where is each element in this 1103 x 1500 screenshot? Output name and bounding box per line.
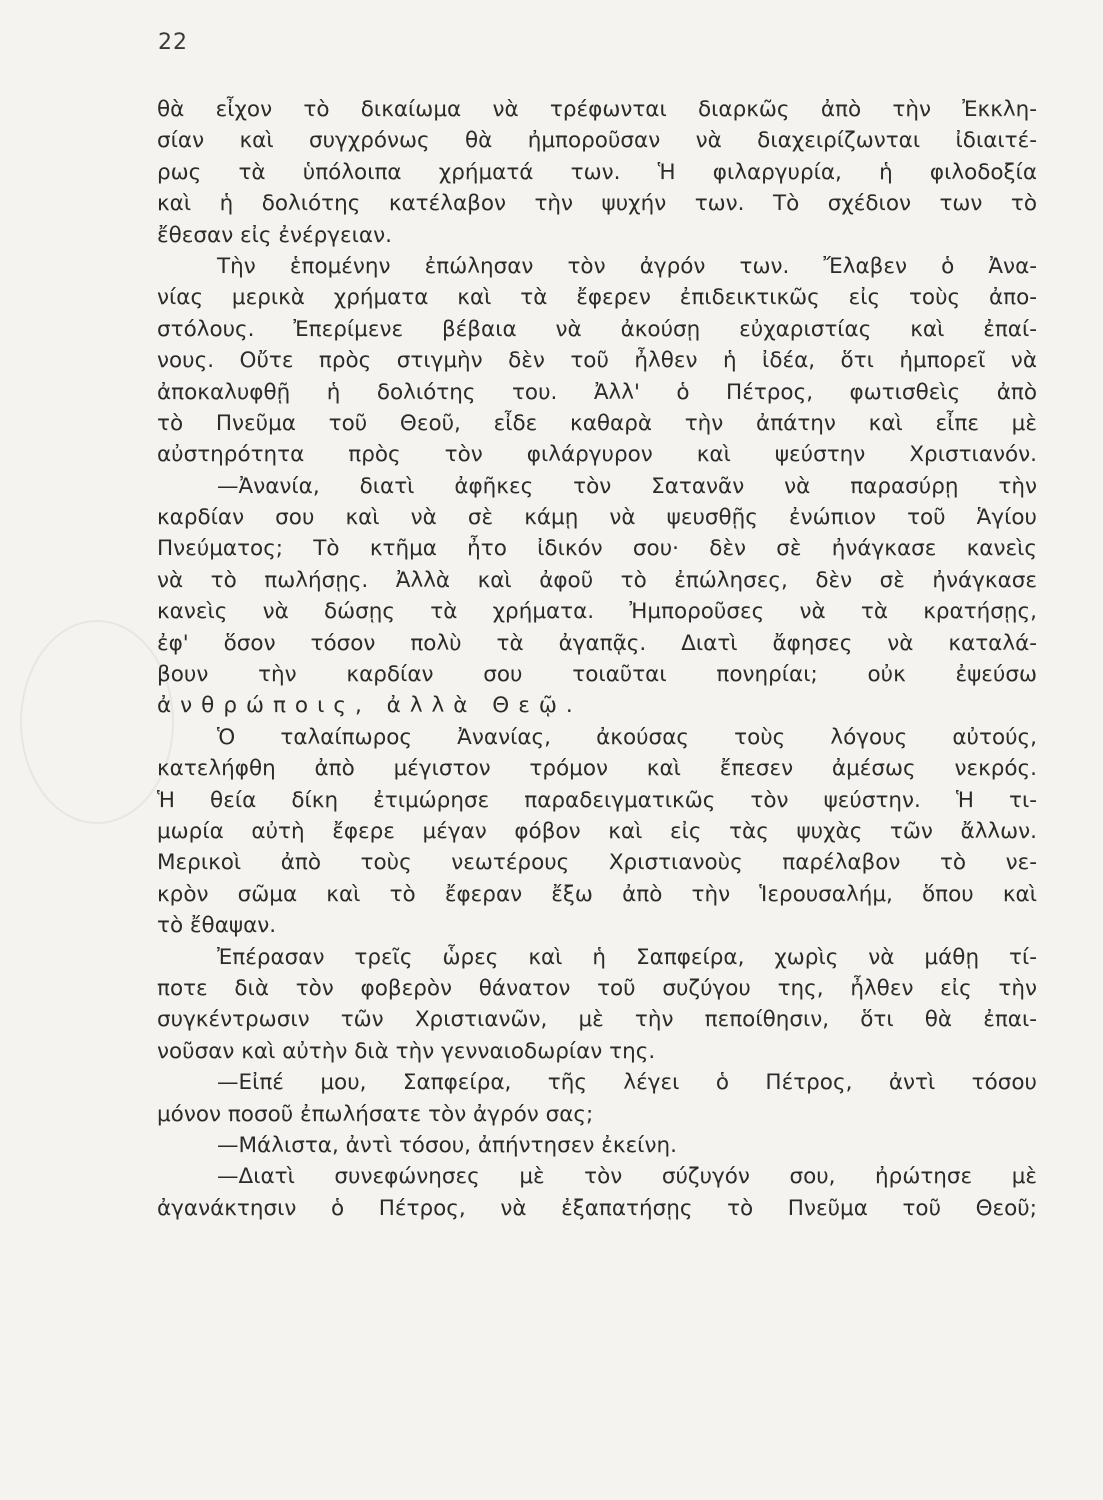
text-line: ἐφ' ὅσον τόσον πολὺ τὰ ἀγαπᾷς. Διατὶ ἄφησες νὰ καταλά- bbox=[157, 630, 1037, 656]
stamp-bleed-through bbox=[20, 620, 174, 824]
text-line: Ἡ θεία δίκη ἐτιμώρησε παραδειγματικῶς τὸν ψεύστην. Ἡ τι- bbox=[157, 787, 1037, 813]
text-line: τὸ Πνεῦμα τοῦ Θεοῦ, εἶδε καθαρὰ τὴν ἀπάτην καὶ εἶπε μὲ bbox=[157, 410, 1037, 436]
text-line: ἀποκαλυφθῇ ἡ δολιότης του. Ἀλλ' ὁ Πέτρος, φωτισθεὶς ἀπὸ bbox=[157, 379, 1037, 405]
text-line: ἀνθρώποις, ἀλλὰ Θεῷ. bbox=[157, 693, 582, 719]
text-line: αὐστηρότητα πρὸς τὸν φιλάργυρον καὶ ψεύστην Χριστιανόν. bbox=[157, 442, 1037, 468]
text-line: —Διατὶ συνεφώνησες μὲ τὸν σύζυγόν σου, ἠρώτησε μὲ bbox=[217, 1164, 1037, 1190]
text-line: καὶ ἡ δολιότης κατέλαβον τὴν ψυχήν των. Τὸ σχέδιον των τὸ bbox=[157, 191, 1037, 217]
text-line: μόνον ποσοῦ ἐπωλήσατε τὸν ἀγρόν σας; bbox=[157, 1101, 594, 1127]
text-line: σίαν καὶ συγχρόνως θὰ ἠμποροῦσαν νὰ διαχειρίζωνται ἰδιαιτέ- bbox=[157, 128, 1037, 154]
text-line: —Ἀνανία, διατὶ ἀφῆκες τὸν Σατανᾶν νὰ παρασύρῃ τὴν bbox=[217, 473, 1037, 499]
text-line: Μερικοὶ ἀπὸ τοὺς νεωτέρους Χριστιανοὺς παρέλαβον τὸ νε- bbox=[157, 850, 1037, 876]
page-number: 22 bbox=[158, 30, 188, 55]
text-line: —Εἰπέ μου, Σαπφείρα, τῆς λέγει ὁ Πέτρος, ἀντὶ τόσου bbox=[217, 1070, 1037, 1096]
text-line: κρὸν σῶμα καὶ τὸ ἔφεραν ἔξω ἀπὸ τὴν Ἱερουσαλήμ, ὅπου καὶ bbox=[157, 881, 1037, 907]
text-line: θὰ εἶχον τὸ δικαίωμα νὰ τρέφωνται διαρκῶς ἀπὸ τὴν Ἐκκλη- bbox=[157, 97, 1037, 122]
text-line: νὰ τὸ πωλήσῃς. Ἀλλὰ καὶ ἀφοῦ τὸ ἐπώλησες, δὲν σὲ ἠνάγκασε bbox=[157, 567, 1037, 593]
text-line: συγκέντρωσιν τῶν Χριστιανῶν, μὲ τὴν πεποίθησιν, ὅτι θὰ ἐπαι- bbox=[157, 1007, 1037, 1033]
text-line: ποτε διὰ τὸν φοβερὸν θάνατον τοῦ συζύγου της, ἦλθεν εἰς τὴν bbox=[157, 975, 1037, 1001]
text-line: κατελήφθη ἀπὸ μέγιστον τρόμον καὶ ἔπεσεν ἀμέσως νεκρός. bbox=[157, 756, 1037, 782]
body-text bbox=[157, 94, 1037, 1224]
text-line: κανεὶς νὰ δώσῃς τὰ χρήματα. Ἠμποροῦσες νὰ τὰ κρατήσῃς, bbox=[157, 599, 1037, 625]
text-line: Ὁ ταλαίπωρος Ἀνανίας, ἀκούσας τοὺς λόγους αὐτούς, bbox=[217, 724, 1037, 750]
text-line: Τὴν ἑπομένην ἐπώλησαν τὸν ἀγρόν των. Ἔλαβεν ὁ Ἀνα- bbox=[217, 253, 1037, 279]
text-line: ἀγανάκτησιν ὁ Πέτρος, νὰ ἐξαπατήσῃς τὸ Πνεῦμα τοῦ Θεοῦ; bbox=[157, 1195, 1037, 1221]
text-line: νοῦσαν καὶ αὐτὴν διὰ τὴν γενναιοδωρίαν της. bbox=[157, 1038, 656, 1064]
text-line: τὸ ἔθαψαν. bbox=[157, 913, 277, 939]
text-line: Ἐπέρασαν τρεῖς ὧρες καὶ ἡ Σαπφείρα, χωρὶς νὰ μάθῃ τί- bbox=[217, 944, 1037, 970]
text-line: νους. Οὔτε πρὸς στιγμὴν δὲν τοῦ ἦλθεν ἡ ἰδέα, ὅτι ἠμπορεῖ νὰ bbox=[157, 348, 1037, 374]
text-line: —Μάλιστα, ἀντὶ τόσου, ἀπήντησεν ἐκείνη. bbox=[217, 1132, 677, 1158]
text-line: καρδίαν σου καὶ νὰ σὲ κάμῃ νὰ ψευσθῇς ἐνώπιον τοῦ Ἁγίου bbox=[157, 505, 1037, 531]
text-line: ἔθεσαν εἰς ἐνέργειαν. bbox=[157, 222, 392, 248]
text-line: ρως τὰ ὑπόλοιπα χρήματά των. Ἡ φιλαργυρία, ἡ φιλοδοξία bbox=[157, 159, 1037, 185]
text-line: μωρία αὐτὴ ἔφερε μέγαν φόβον καὶ εἰς τὰς ψυχὰς τῶν ἄλλων. bbox=[157, 818, 1037, 844]
text-line: στόλους. Ἐπερίμενε βέβαια νὰ ἀκούσῃ εὐχαριστίας καὶ ἐπαί- bbox=[157, 316, 1037, 342]
text-line: Πνεύματος; Τὸ κτῆμα ἦτο ἰδικόν σου· δὲν σὲ ἠνάγκασε κανεὶς bbox=[157, 536, 1037, 562]
text-line: βουν τὴν καρδίαν σου τοιαῦται πονηρίαι; οὐκ ἐψεύσω bbox=[157, 662, 1037, 688]
text-line: νίας μερικὰ χρήματα καὶ τὰ ἔφερεν ἐπιδεικτικῶς εἰς τοὺς ἀπο- bbox=[157, 285, 1037, 311]
